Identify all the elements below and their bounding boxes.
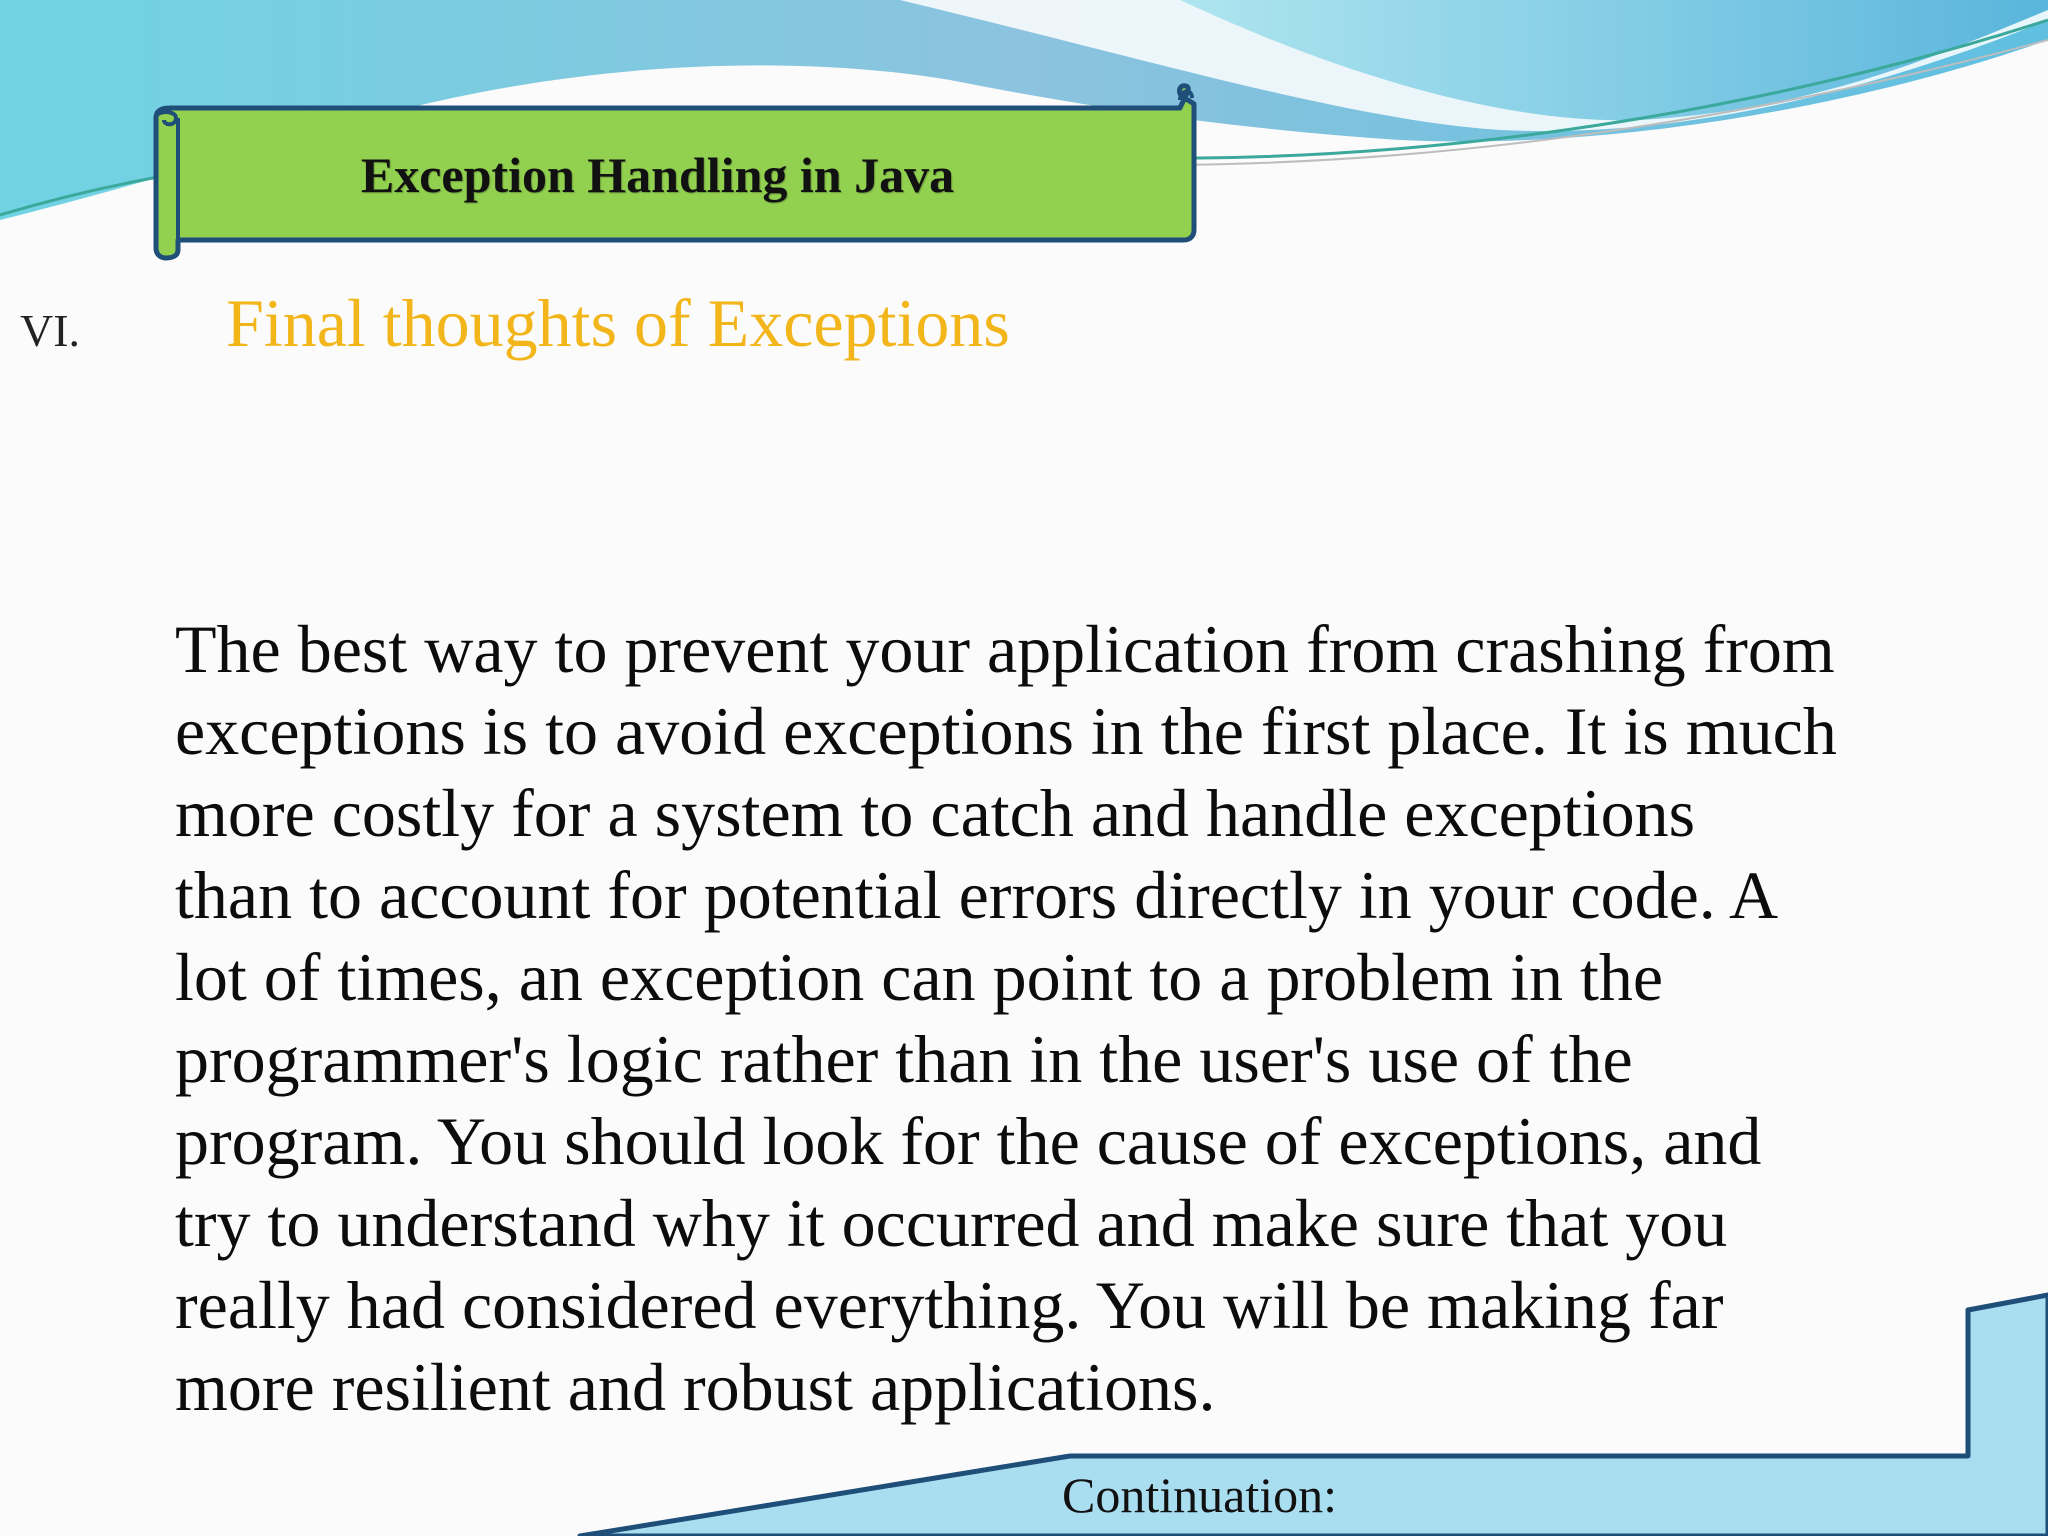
body-line: lot of times, an exception can point to a problem in the (175, 939, 1664, 1015)
body-line: more costly for a system to catch and handle exceptions (175, 775, 1696, 851)
body-line: more resilient and robust applications. (175, 1349, 1216, 1425)
body-line: than to account for potential errors directly in your code. A (175, 857, 1779, 933)
body-paragraph (175, 608, 1965, 1428)
body-line: The best way to prevent your application from crashing from (175, 611, 1835, 687)
banner-title: Exception Handling in Java (360, 147, 955, 203)
body-line: try to understand why it occurred and make sure that you (175, 1185, 1728, 1261)
body-line: really had considered everything. You will be making far (175, 1267, 1724, 1343)
body-line: exceptions is to avoid exceptions in the first place. It is much (175, 693, 1837, 769)
section-title: Final thoughts of Exceptions (226, 285, 1010, 361)
footer-continuation-label: Continuation: (1062, 1467, 1337, 1523)
section-number: VI. (20, 305, 81, 356)
body-line: program. You should look for the cause of exceptions, and (175, 1103, 1762, 1179)
body-line: programmer's logic rather than in the user's use of the (175, 1021, 1633, 1097)
